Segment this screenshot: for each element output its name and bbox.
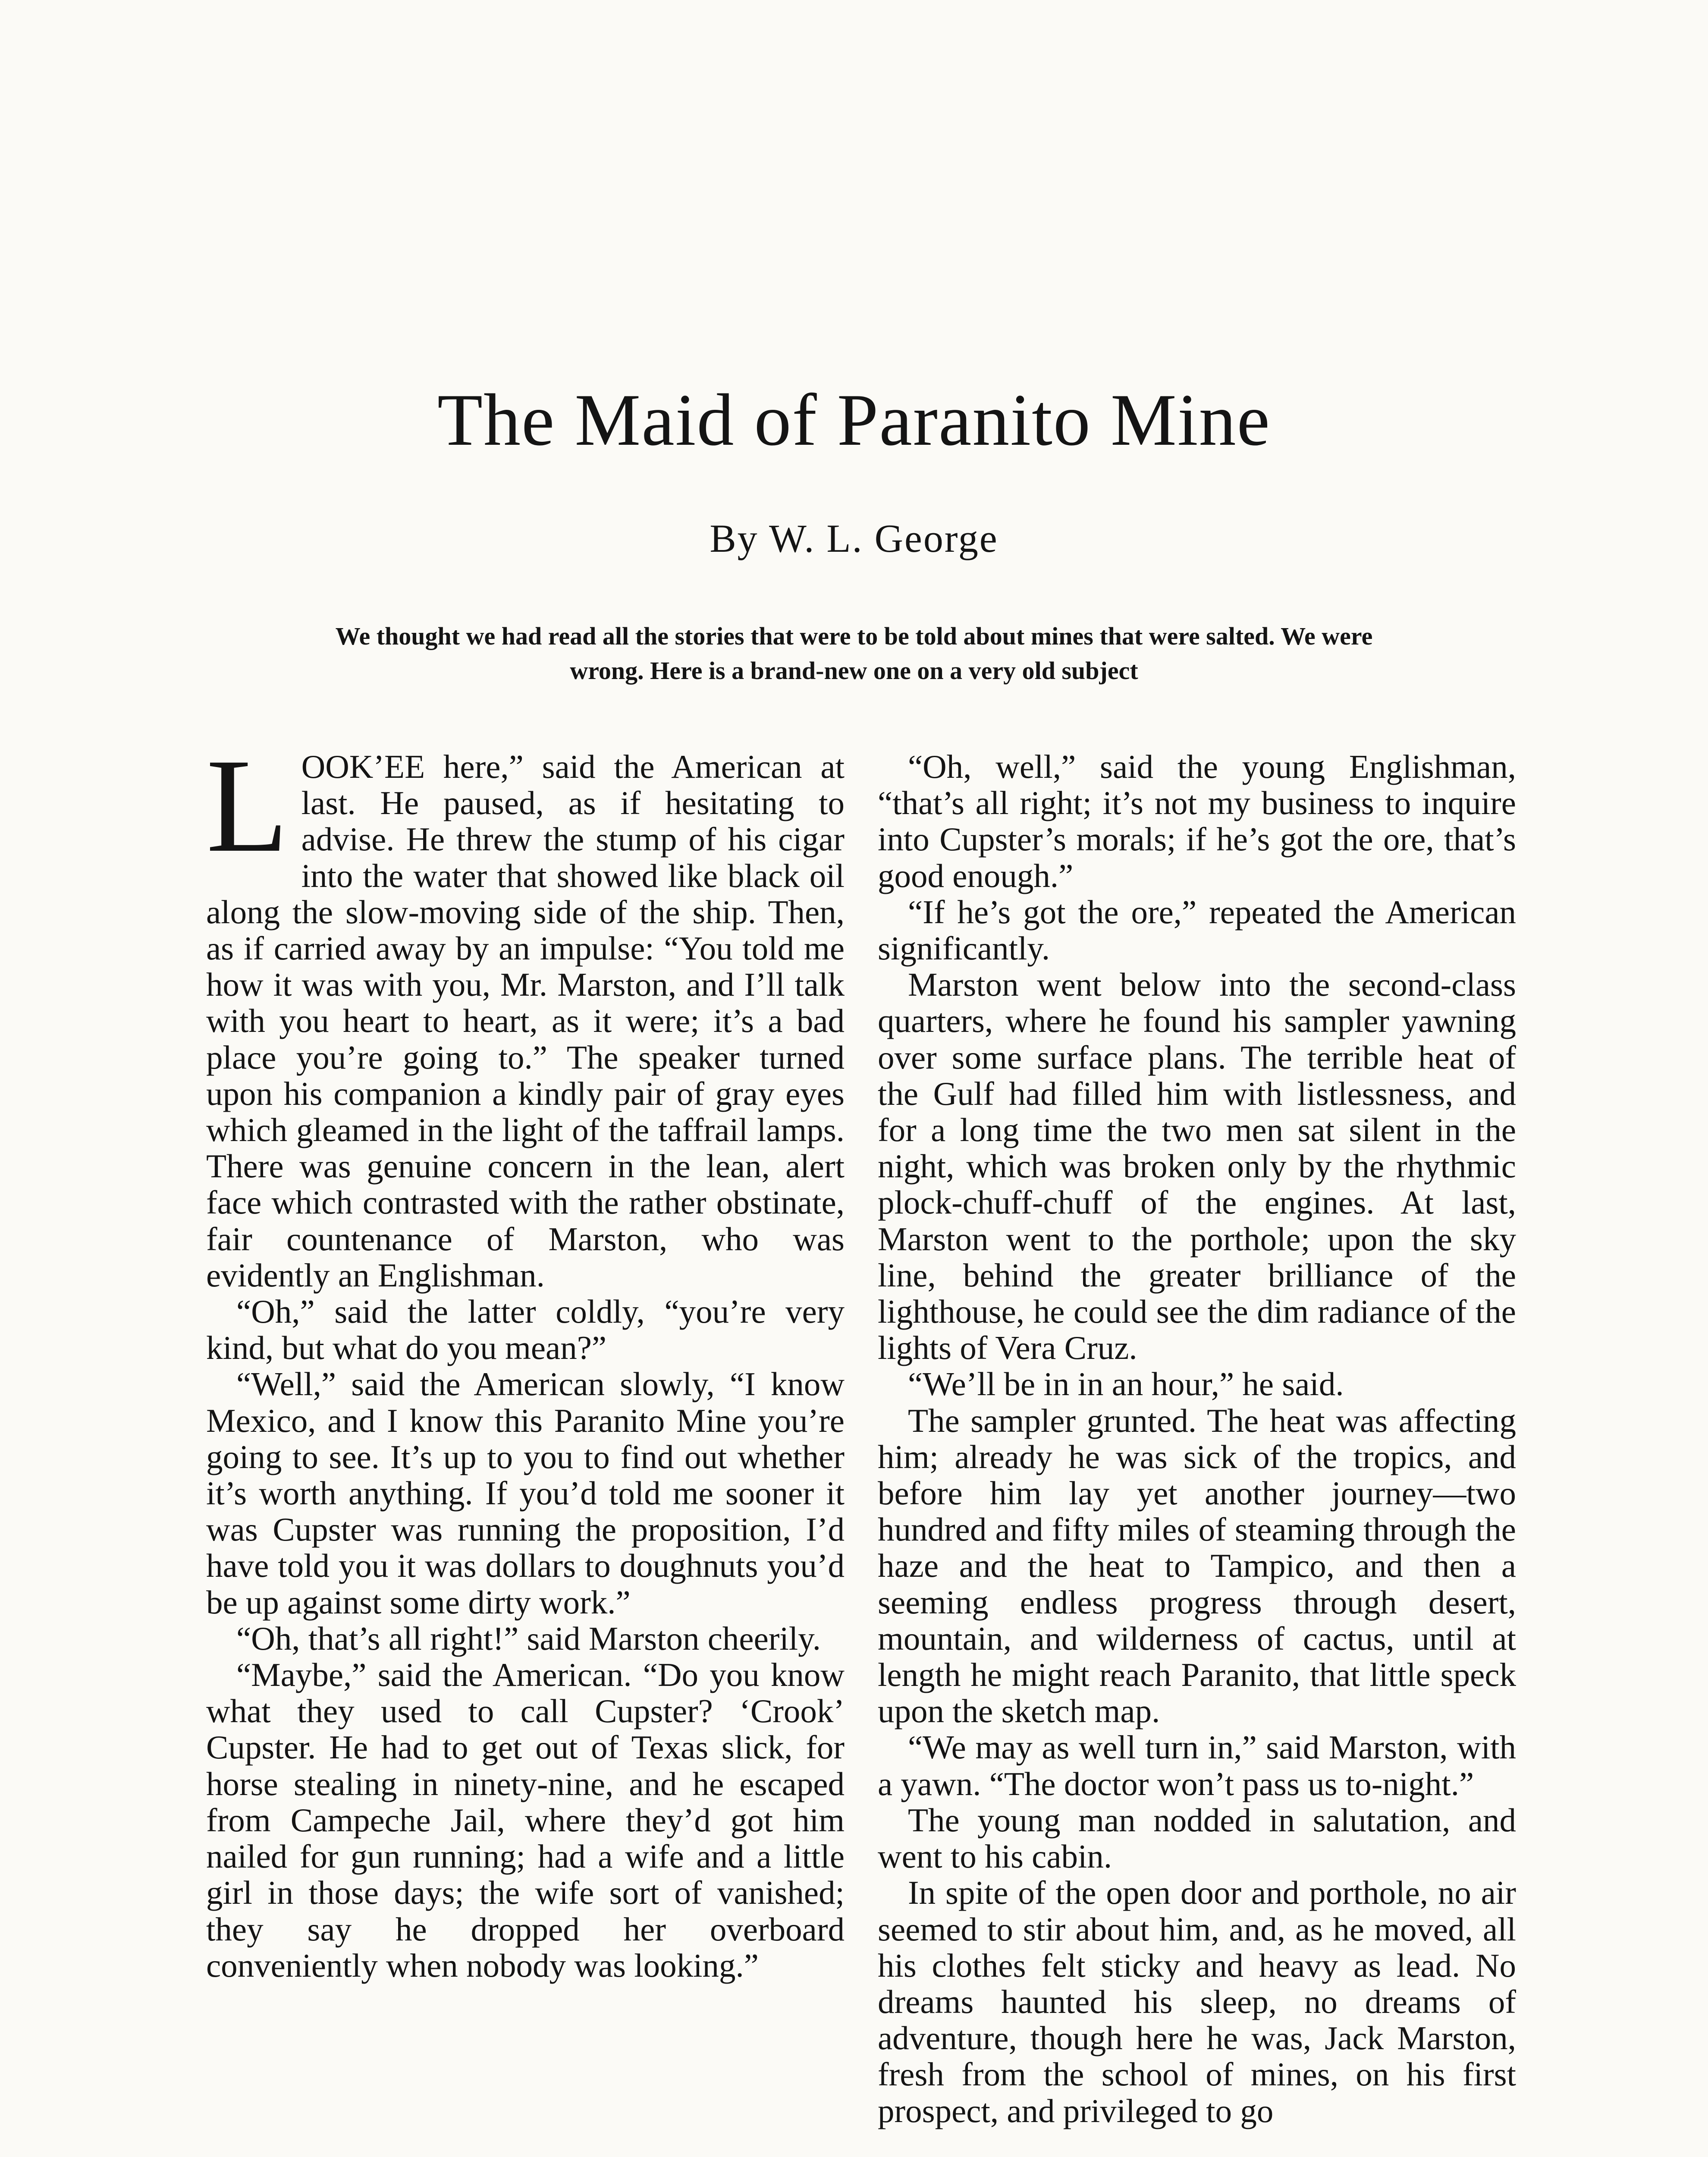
paragraph: “If he’s got the ore,” repeated the American significantly. bbox=[878, 893, 1516, 967]
article-title: The Maid of Paranito Mine bbox=[437, 379, 1271, 461]
paragraph: “Oh, that’s all right!” said Marston cheerily. bbox=[236, 1619, 821, 1657]
article-byline: By W. L. George bbox=[710, 516, 998, 560]
article-deck: We thought we had read all the stories that were to be told about mines that were salted. We were wrong. Here is a brand-new one on a very old subject bbox=[335, 622, 1373, 685]
paragraph: The young man nodded in salutation, and went to his cabin. bbox=[878, 1801, 1516, 1875]
drop-cap: L bbox=[206, 731, 289, 880]
paragraph: “Oh,” said the latter coldly, “you’re very kind, but what do you mean?” bbox=[206, 1293, 845, 1367]
paragraph: “Oh, well,” said the young Englishman, “that’s all right; it’s not my business to inquire into Cupster’s morals; if he’s got the ore, that’s good enough.” bbox=[878, 748, 1516, 894]
paragraph: Marston went below into the second-class quarters, where he found his sampler yawning over some surface plans. The terrible heat of the Gulf had filled him with listlessness, and for a long time the two men sat silent in the night, which was broken only by the rhythmic plock-chuff-chuff of the engines. At last, Marston went to the porthole; upon the sky line, behind the greater brilliance of the lighthouse, he could see the dim radiance of the lights of Vera Cruz. bbox=[878, 966, 1516, 1367]
right-column bbox=[878, 748, 1516, 2129]
paragraph: “We may as well turn in,” said Marston, with a yawn. “The doctor won’t pass us to-night.” bbox=[878, 1729, 1516, 1802]
paragraph: In spite of the open door and porthole, no air seemed to stir about him, and, as he moved, all his clothes felt sticky and heavy as lead. No dreams haunted his sleep, no dreams of adventure, though here he was, Jack Marston, fresh from the school of mines, on his first prospect, and privileged to go bbox=[878, 1874, 1516, 2129]
paragraph-text: OOK’EE here,” said the American at last. He paused, as if hesitating to advise. He threw the stump of his cigar into the water that showed like black oil along the slow-moving side of the ship. Then, as if carried away by an impulse: “You told me how it was with you, Mr. Marston, and I’ll talk with you heart to heart, as it were; it’s a bad place you’re going to.” The speaker turned upon his companion a kindly pair of gray eyes which gleamed in the light of the taffrail lamps. There was genuine concern in the lean, alert face which contrasted with the rather obstinate, fair countenance of Marston, who was evidently an Englishman. bbox=[206, 748, 845, 1294]
paragraph: The sampler grunted. The heat was affecting him; already he was sick of the tropics, and before him lay yet another journey—two hundred and fifty miles of steaming through the haze and the heat to Tampico, and then a seeming endless progress through desert, mountain, and wilderness of cactus, until at length he might reach Paranito, that little speck upon the sketch map. bbox=[878, 1402, 1516, 1730]
paragraph bbox=[206, 731, 845, 1294]
paragraph: “We’ll be in in an hour,” he said. bbox=[908, 1365, 1344, 1403]
paragraph: “Maybe,” said the American. “Do you know what they used to call Cupster? ‘Crook’ Cupster. He had to get out of Texas slick, for horse stealing in ninety-nine, and he escaped from Campeche Jail, where they’d got him nailed for gun running; had a wife and a little girl in those days; the wife sort of vanished; they say he dropped her overboard conveniently when nobody was looking.” bbox=[206, 1656, 845, 1984]
left-column bbox=[206, 731, 845, 1984]
paragraph: “Well,” said the American slowly, “I know Mexico, and I know this Paranito Mine you’re going to see. It’s up to you to find out whether it’s worth anything. If you’d told me sooner it was Cupster was running the proposition, I’d have told you it was dollars to doughnuts you’d be up against some dirty work.” bbox=[206, 1365, 845, 1621]
